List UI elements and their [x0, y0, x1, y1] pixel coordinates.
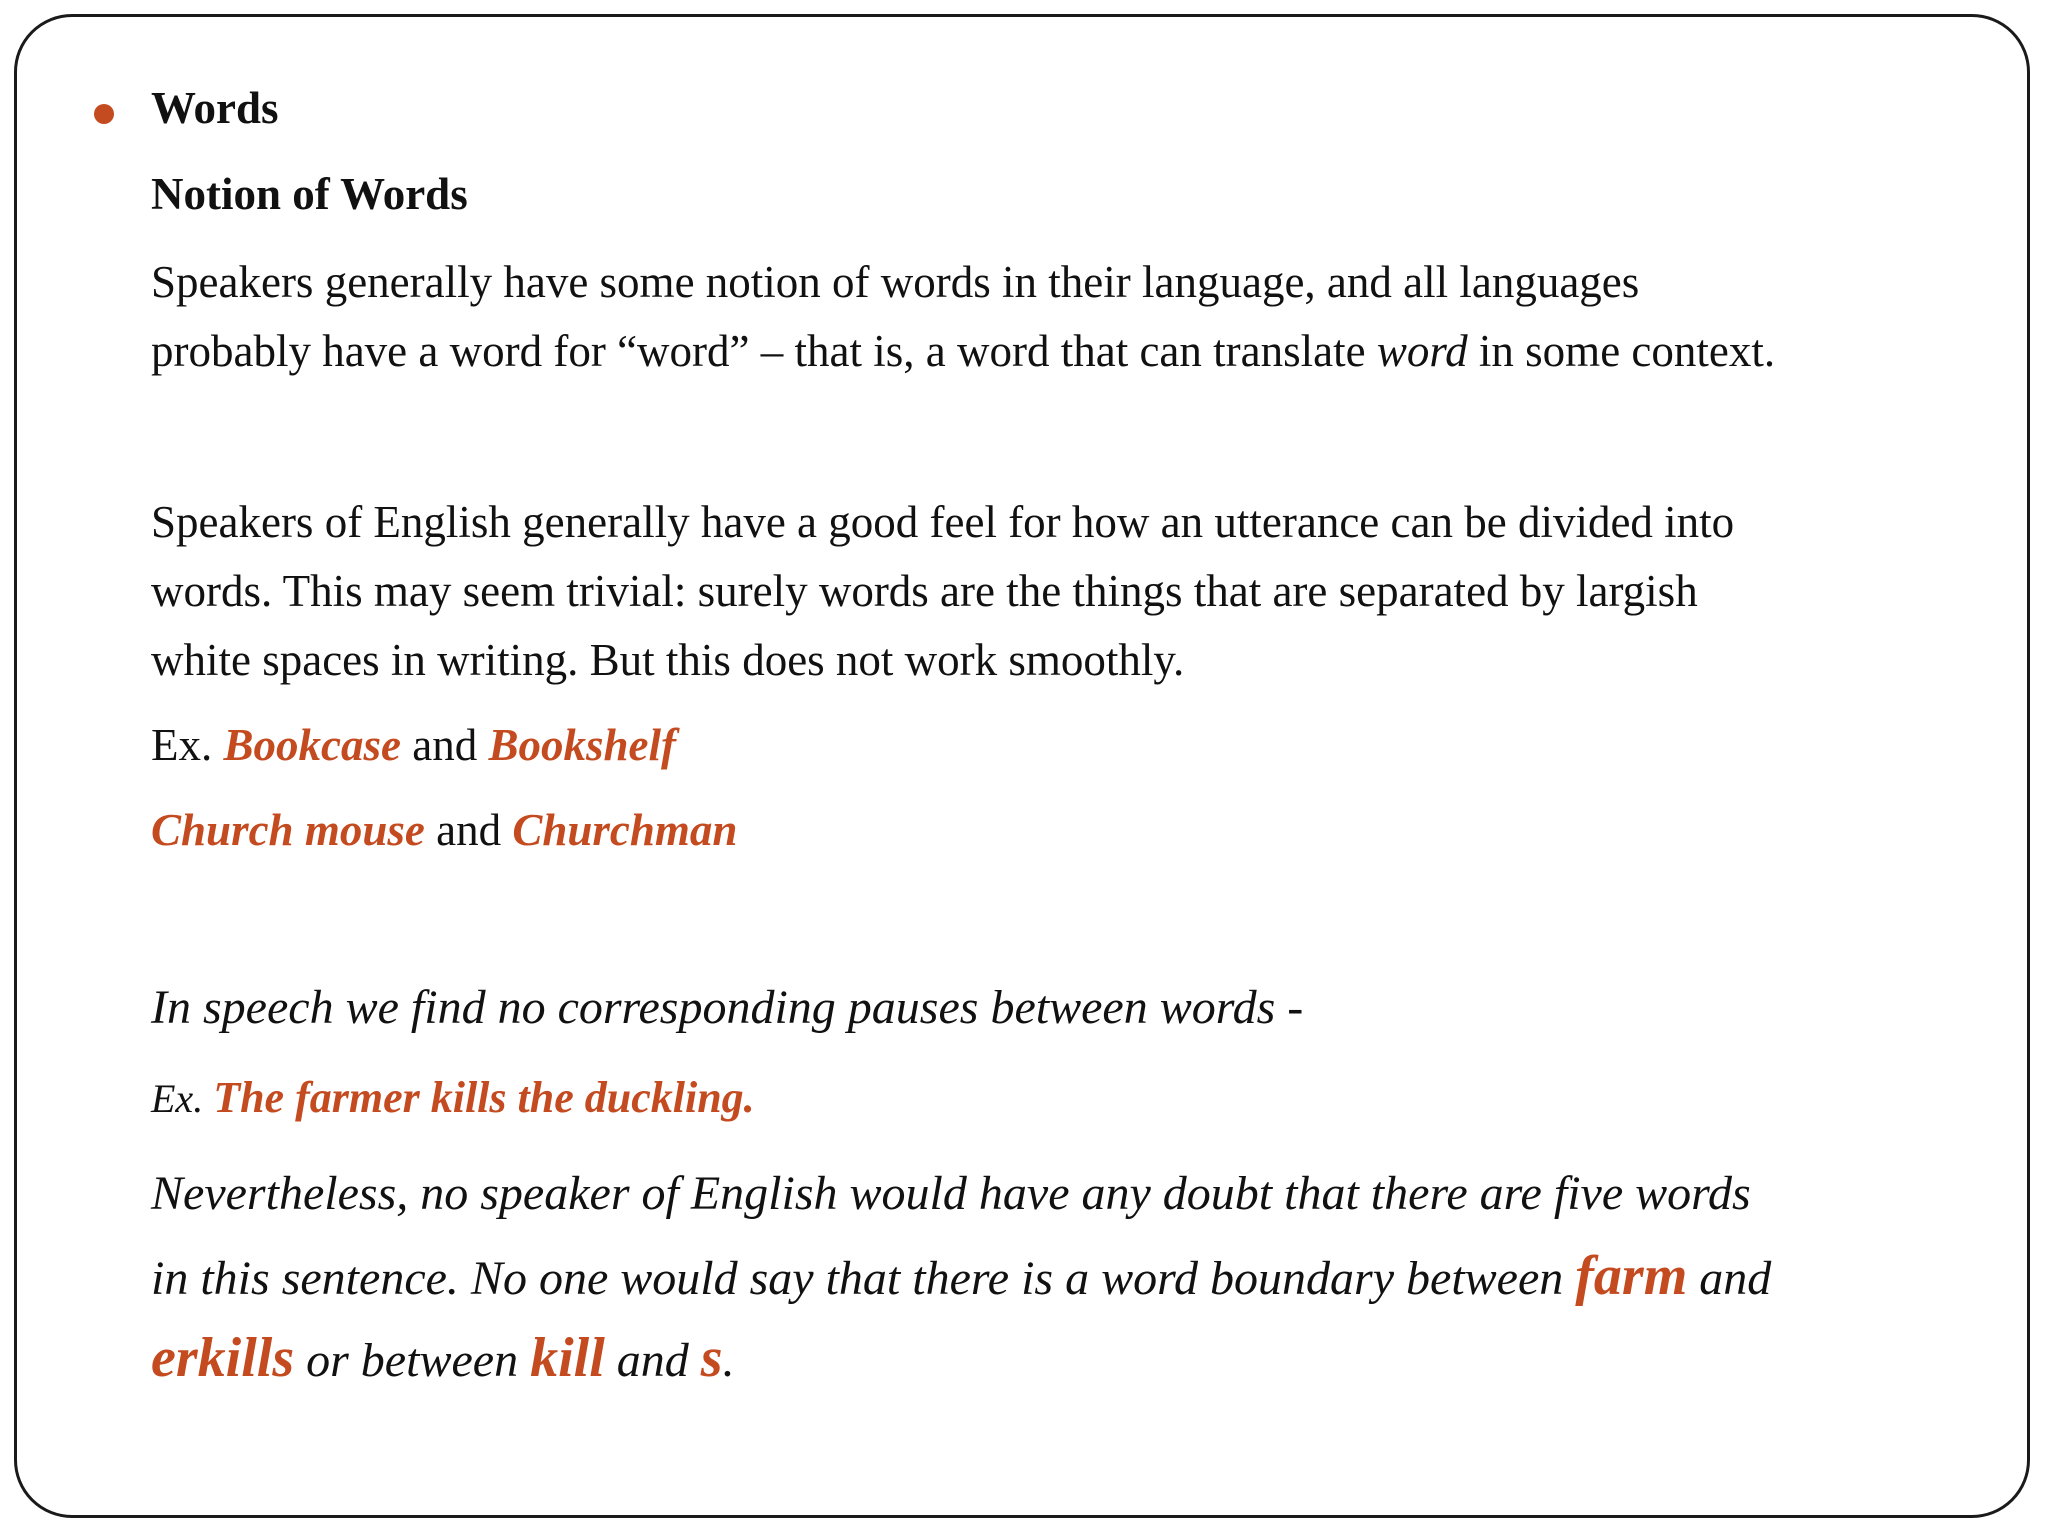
- example3-sentence: The farmer kills the duckling.: [213, 1073, 755, 1122]
- conclusion-line2-before: in this sentence. No one would say that there is a word boundary between: [151, 1252, 1576, 1305]
- conclusion-term-s: s: [700, 1327, 723, 1389]
- paragraph2-line2: words. This may seem trivial: surely words are the things that are separated by largish: [151, 566, 1698, 616]
- conclusion-line3: [151, 1326, 735, 1390]
- conclusion-line2: [151, 1244, 1771, 1308]
- paragraph1-line2-italic: word: [1376, 326, 1468, 376]
- example2: [151, 804, 737, 856]
- conclusion-line2-after: and: [1687, 1252, 1772, 1305]
- example2-term2: Churchman: [512, 805, 738, 855]
- conclusion-term-farm: farm: [1575, 1245, 1688, 1307]
- example2-conj: and: [424, 805, 513, 855]
- example3: [151, 1072, 755, 1123]
- paragraph1-line1: Speakers generally have some notion of words in their language, and all languages: [151, 257, 1640, 307]
- conclusion-line3-mid: or between: [294, 1334, 531, 1387]
- example3-prefix: Ex.: [151, 1076, 214, 1121]
- bullet-title: Words: [151, 83, 279, 133]
- conclusion-line3-end: .: [722, 1334, 735, 1387]
- conclusion-line3-and: and: [604, 1334, 701, 1387]
- conclusion-term-erkills: erkills: [151, 1327, 295, 1389]
- paragraph1-line2: [151, 325, 1775, 377]
- paragraph2-line1: Speakers of English generally have a good feel for how an utterance can be divided into: [151, 497, 1735, 547]
- example1: [151, 719, 676, 771]
- paragraph1-line2-after: in some context.: [1467, 326, 1776, 376]
- subheading: Notion of Words: [151, 169, 468, 219]
- conclusion-line1: Nevertheless, no speaker of English would have any doubt that there are five words: [151, 1167, 1751, 1220]
- example1-conj: and: [400, 720, 489, 770]
- speech-line: In speech we find no corresponding pauses between words -: [151, 981, 1304, 1034]
- paragraph2-line3: white spaces in writing. But this does not work smoothly.: [151, 635, 1185, 685]
- example1-prefix: Ex.: [151, 720, 224, 770]
- conclusion-term-kill: kill: [530, 1327, 605, 1389]
- paragraph1-line2-before: probably have a word for “word” – that is, a word that can translate: [151, 326, 1377, 376]
- example1-term1: Bookcase: [223, 720, 401, 770]
- example2-term1: Church mouse: [151, 805, 425, 855]
- example1-term2: Bookshelf: [488, 720, 676, 770]
- bullet-icon: [94, 104, 114, 124]
